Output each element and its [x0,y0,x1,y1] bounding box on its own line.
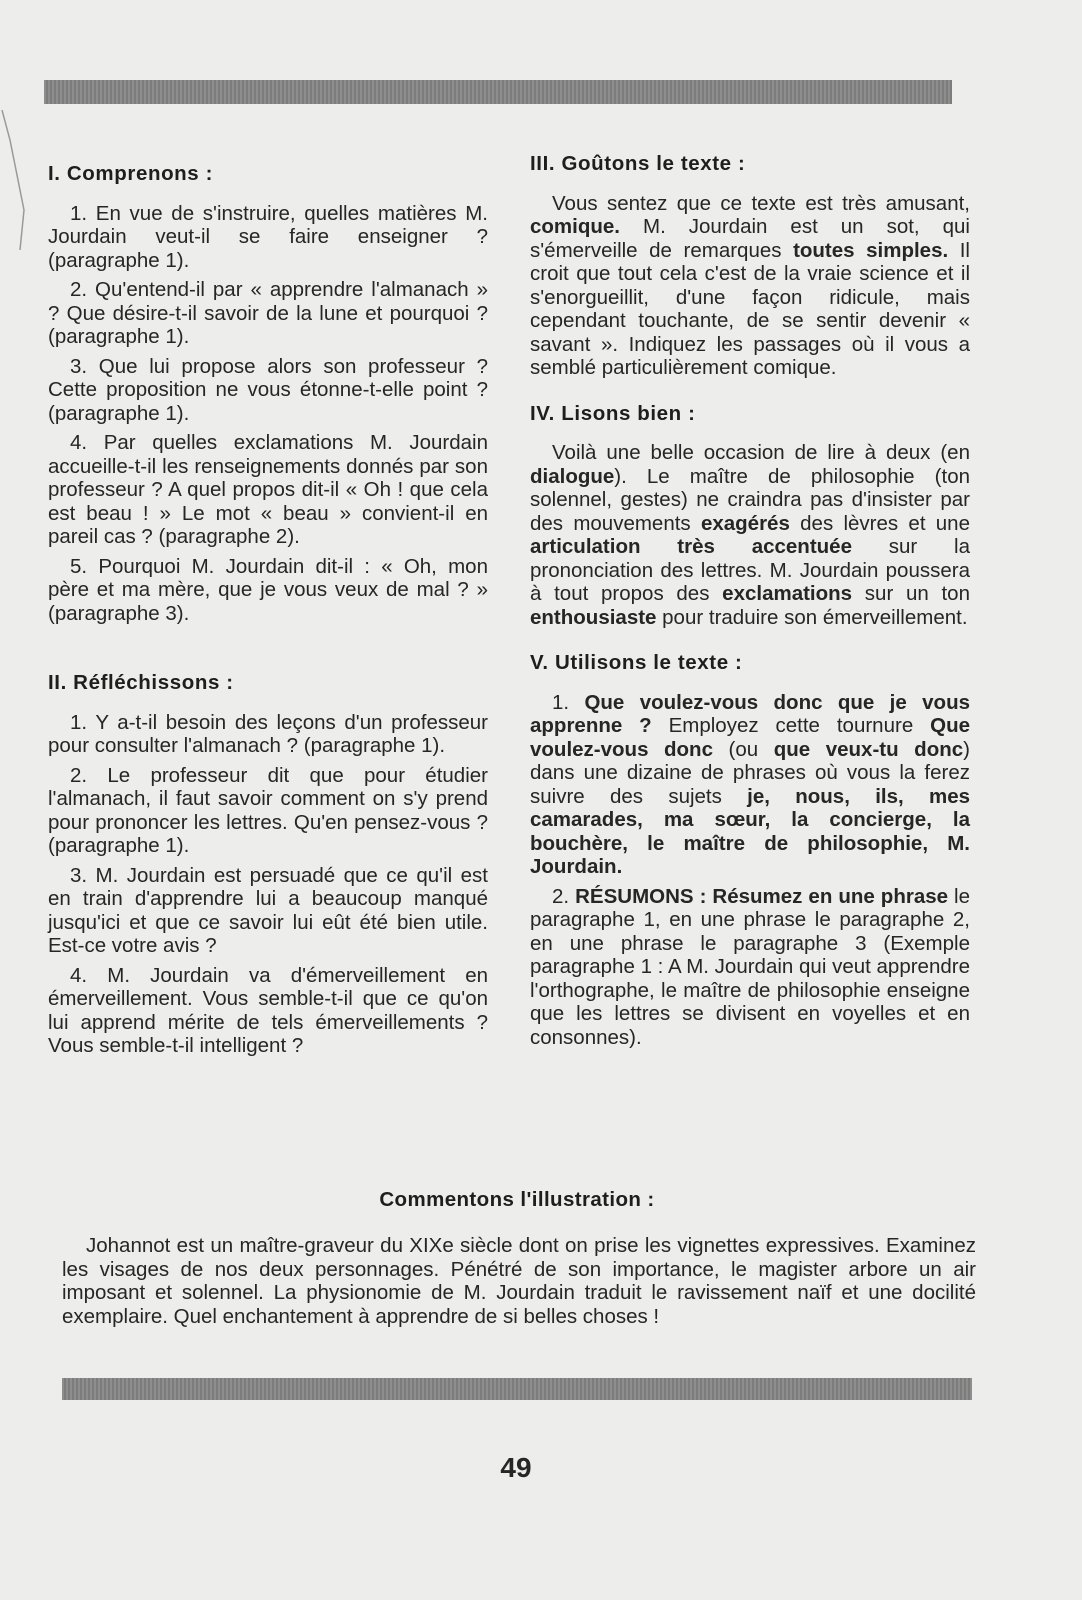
question-item: 3. Que lui propose alors son professeur ? Cette proposition ne vous étonne-t-elle point ? (paragraphe 1). [48,354,488,425]
exercise-item: 2. RÉSUMONS : Résumez en une phrase le paragraphe 1, en une phrase le paragraphe 2, en une phrase le paragraphe 3 (Exemple paragraphe 1 : A M. Jourdain qui veut apprendre l'orthographe, le maître de philosophie enseigne que les lettres se divisent en voyelles et en consonnes). [530,884,970,1049]
question-item: 1. En vue de s'instruire, quelles matières M. Jourdain veut-il se faire enseigner ? (paragraphe 1). [48,201,488,272]
right-column [530,152,970,1055]
question-item: 4. M. Jourdain va d'émerveillement en émerveillement. Vous semble-t-il que ce qu'on lui apprend mérite de tels émerveillements ? Vous semble-t-il intelligent ? [48,963,488,1057]
section-title-utilisons: V. Utilisons le texte : [530,651,743,674]
top-divider-bar [44,80,952,104]
page-number: 49 [500,1452,532,1483]
bottom-divider-bar [62,1378,972,1400]
question-item: 5. Pourquoi M. Jourdain dit-il : « Oh, mon père et ma mère, que je vous veux de mal ? » (paragraphe 3). [48,554,488,625]
question-item: 2. Le professeur dit que pour étudier l'almanach, il faut savoir comment on s'y prend pour prononcer les lettres. Qu'en pensez-vous ? (paragraphe 1). [48,763,488,857]
left-column [48,162,488,1064]
question-item: 2. Qu'entend-il par « apprendre l'almanach » ? Que désire-t-il savoir de la lune et pourquoi ? (paragraphe 1). [48,278,488,348]
section-title-goutons: III. Goûtons le texte : [530,152,746,175]
section-title-reflechissons: II. Réfléchissons : [48,671,234,694]
question-item: 1. Y a-t-il besoin des leçons d'un professeur pour consulter l'almanach ? (paragraphe 1). [48,710,488,757]
question-item: 4. Par quelles exclamations M. Jourdain accueille-t-il les renseignements donnés par son professeur ? A quel propos dit-il « Oh ! que cela est beau ! » Le mot « beau » convient-il en pareil cas ? (paragraphe 2). [48,431,488,548]
section-title-lisons: IV. Lisons bien : [530,401,696,425]
illustration-paragraph: Johannot est un maître-graveur du XIXe siècle dont on prise les vignettes expressives. Examinez les visages de nos deux personnages. Pénétré de son importance, le magister arbore un air imposant et solennel. La physionomie de M. Jourdain traduit le ravissement naïf et une docilité exemplaire. Quel enchantement à apprendre de si belles choses ! [62,1234,976,1328]
goutons-paragraph: Vous sentez que ce texte est très amusant, comique. M. Jourdain est un sot, qui s'émerveille de remarques toutes simples. Il croit que tout cela c'est de la vraie science et il s'enorgueillit, d'une façon ridicule, mais cependant touchante, de se sentir devenir « savant ». Indiquez les passages où il vous a semblé particulièrement comique. [530,191,970,379]
section-title-comprenons: I. Comprenons : [48,162,214,185]
question-item: 3. M. Jourdain est persuadé que ce qu'il est en train d'apprendre lui a beaucoup manqué jusqu'ici et que ce savoir lui eût été bien utile. Est-ce votre avis ? [48,863,488,957]
exercise-item: 1. Que voulez-vous donc que je vous apprenne ? Employez cette tournure Que voulez-vous donc (ou que veux-tu donc) dans une dizaine de phrases où vous la ferez suivre des sujets je, nous, ils, mes camarades, ma sœur, la concierge, la bouchère, le maître de philosophie, M. Jourdain. [530,690,970,878]
page-tear-mark [0,110,28,250]
lisons-paragraph: Voilà une belle occasion de lire à deux (en dialogue). Le maître de philosophie (ton solennel, gestes) ne craindra pas d'insister par des mouvements exagérés des lèvres et une articulation très accentuée sur la prononciation des lettres. M. Jourdain poussera à tout propos des exclamations sur un ton enthousiaste pour traduire son émerveillement. [530,441,970,629]
illustration-section-title: Commentons l'illustration : [379,1188,655,1211]
